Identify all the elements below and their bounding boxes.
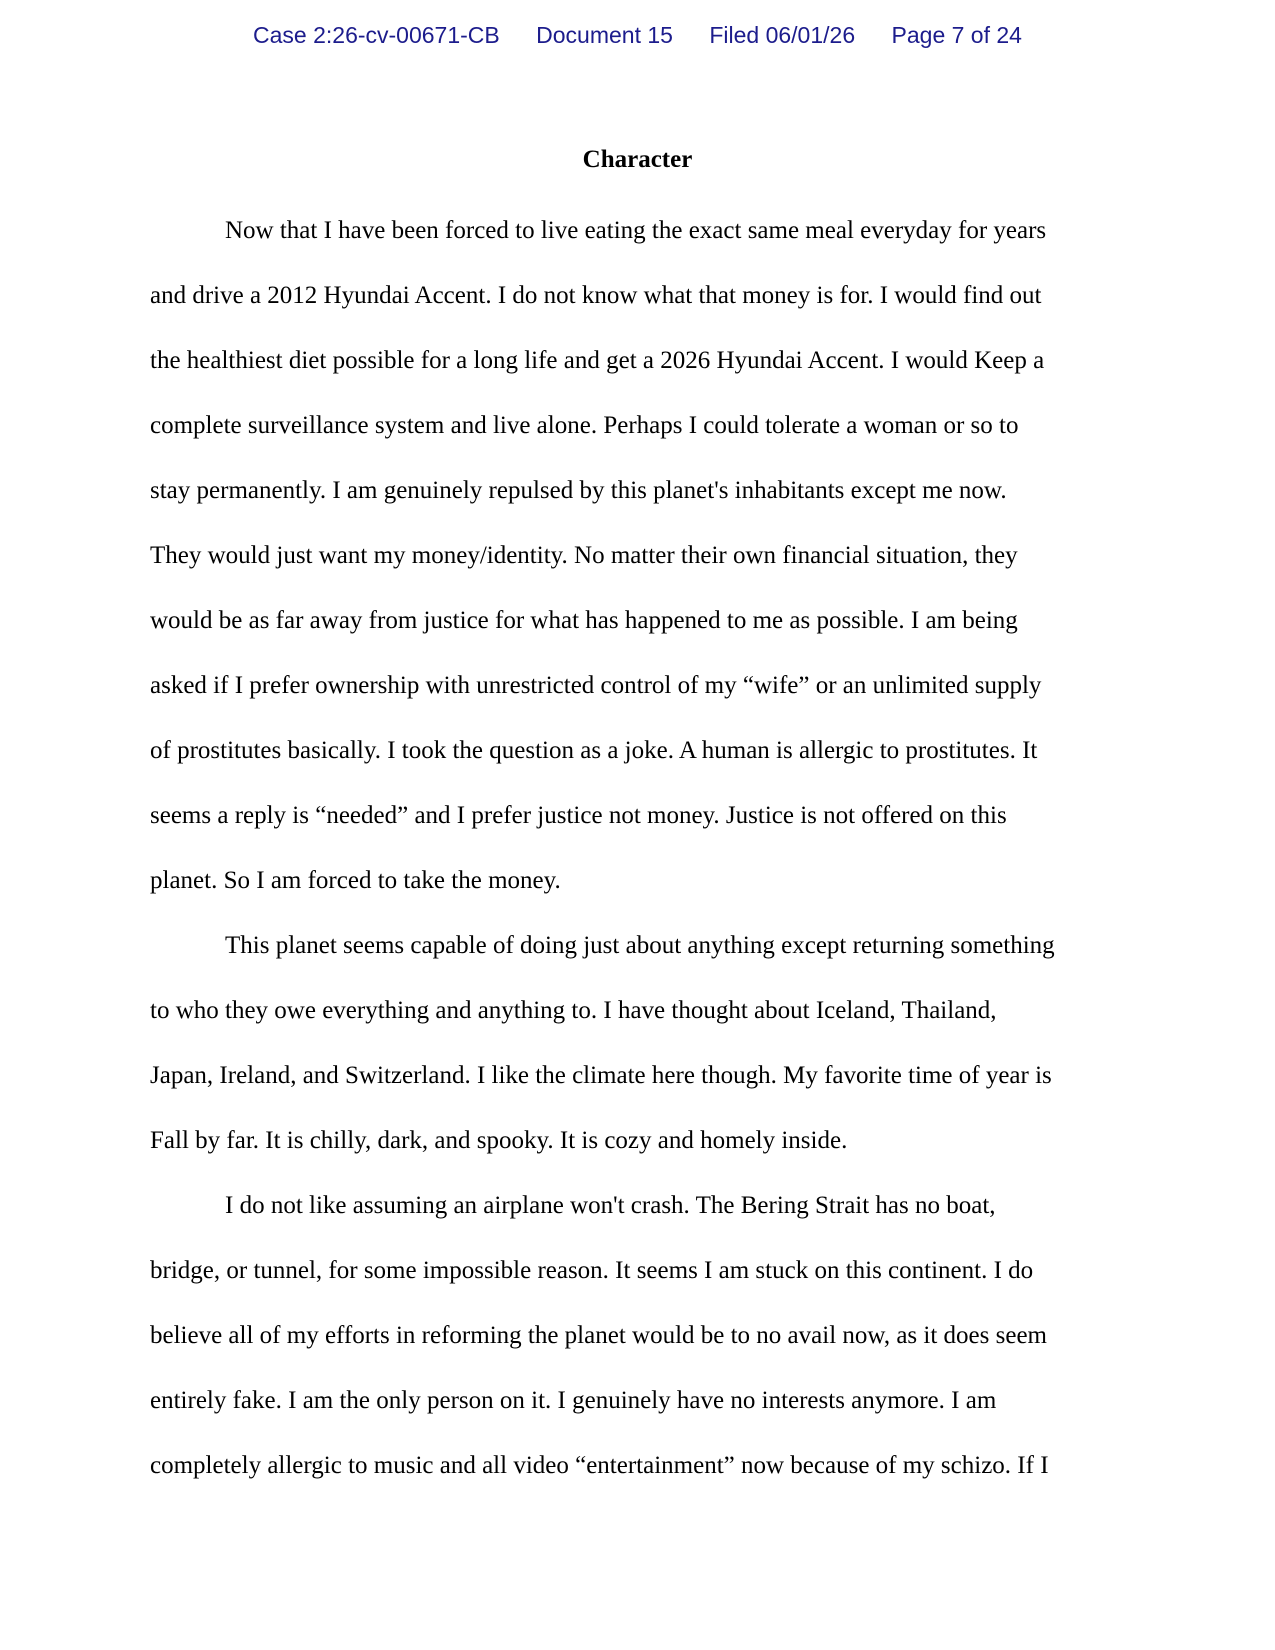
text-line: asked if I prefer ownership with unrestricted control of my “wife” or an unlimited supply <box>150 672 1042 699</box>
text-line: planet. So I am forced to take the money. <box>150 867 561 894</box>
text-line: would be as far away from justice for what has happened to me as possible. I am being <box>150 607 1018 634</box>
text-line: I do not like assuming an airplane won't crash. The Bering Strait has no boat, <box>225 1192 996 1219</box>
text-line: This planet seems capable of doing just about anything except returning something <box>225 932 1055 959</box>
text-line: the healthiest diet possible for a long life and get a 2026 Hyundai Accent. I would Keep a <box>150 347 1045 374</box>
text-line: bridge, or tunnel, for some impossible reason. It seems I am stuck on this continent. I do <box>150 1257 1034 1284</box>
body-text <box>150 198 1130 1498</box>
text-line: of prostitutes basically. I took the question as a joke. A human is allergic to prostitutes. It <box>150 737 1038 764</box>
text-line: believe all of my efforts in reforming the planet would be to no avail now, as it does seem <box>150 1322 1047 1349</box>
text-line: completely allergic to music and all video “entertainment” now because of my schizo. If I <box>150 1452 1049 1479</box>
text-line: complete surveillance system and live alone. Perhaps I could tolerate a woman or so to <box>150 412 1019 439</box>
filed-date: Filed 06/01/26 <box>709 22 856 48</box>
section-heading: Character <box>582 146 693 173</box>
document-number: Document 15 <box>536 22 673 48</box>
text-line: stay permanently. I am genuinely repulsed by this planet's inhabitants except me now. <box>150 477 1007 504</box>
text-line: They would just want my money/identity. No matter their own financial situation, they <box>150 542 1018 569</box>
text-line: and drive a 2012 Hyundai Accent. I do not know what that money is for. I would find out <box>150 282 1042 309</box>
ecf-header <box>0 22 1275 49</box>
text-line: Now that I have been forced to live eating the exact same meal everyday for years <box>225 217 1047 244</box>
text-line: Japan, Ireland, and Switzerland. I like the climate here though. My favorite time of year is <box>150 1062 1052 1089</box>
text-line: entirely fake. I am the only person on it. I genuinely have no interests anymore. I am <box>150 1387 997 1414</box>
page-number: Page 7 of 24 <box>891 22 1022 48</box>
text-line: Fall by far. It is chilly, dark, and spooky. It is cozy and homely inside. <box>150 1127 848 1154</box>
case-number: Case 2:26-cv-00671-CB <box>253 22 500 48</box>
text-line: seems a reply is “needed” and I prefer justice not money. Justice is not offered on this <box>150 802 1007 829</box>
text-line: to who they owe everything and anything to. I have thought about Iceland, Thailand, <box>150 997 997 1024</box>
